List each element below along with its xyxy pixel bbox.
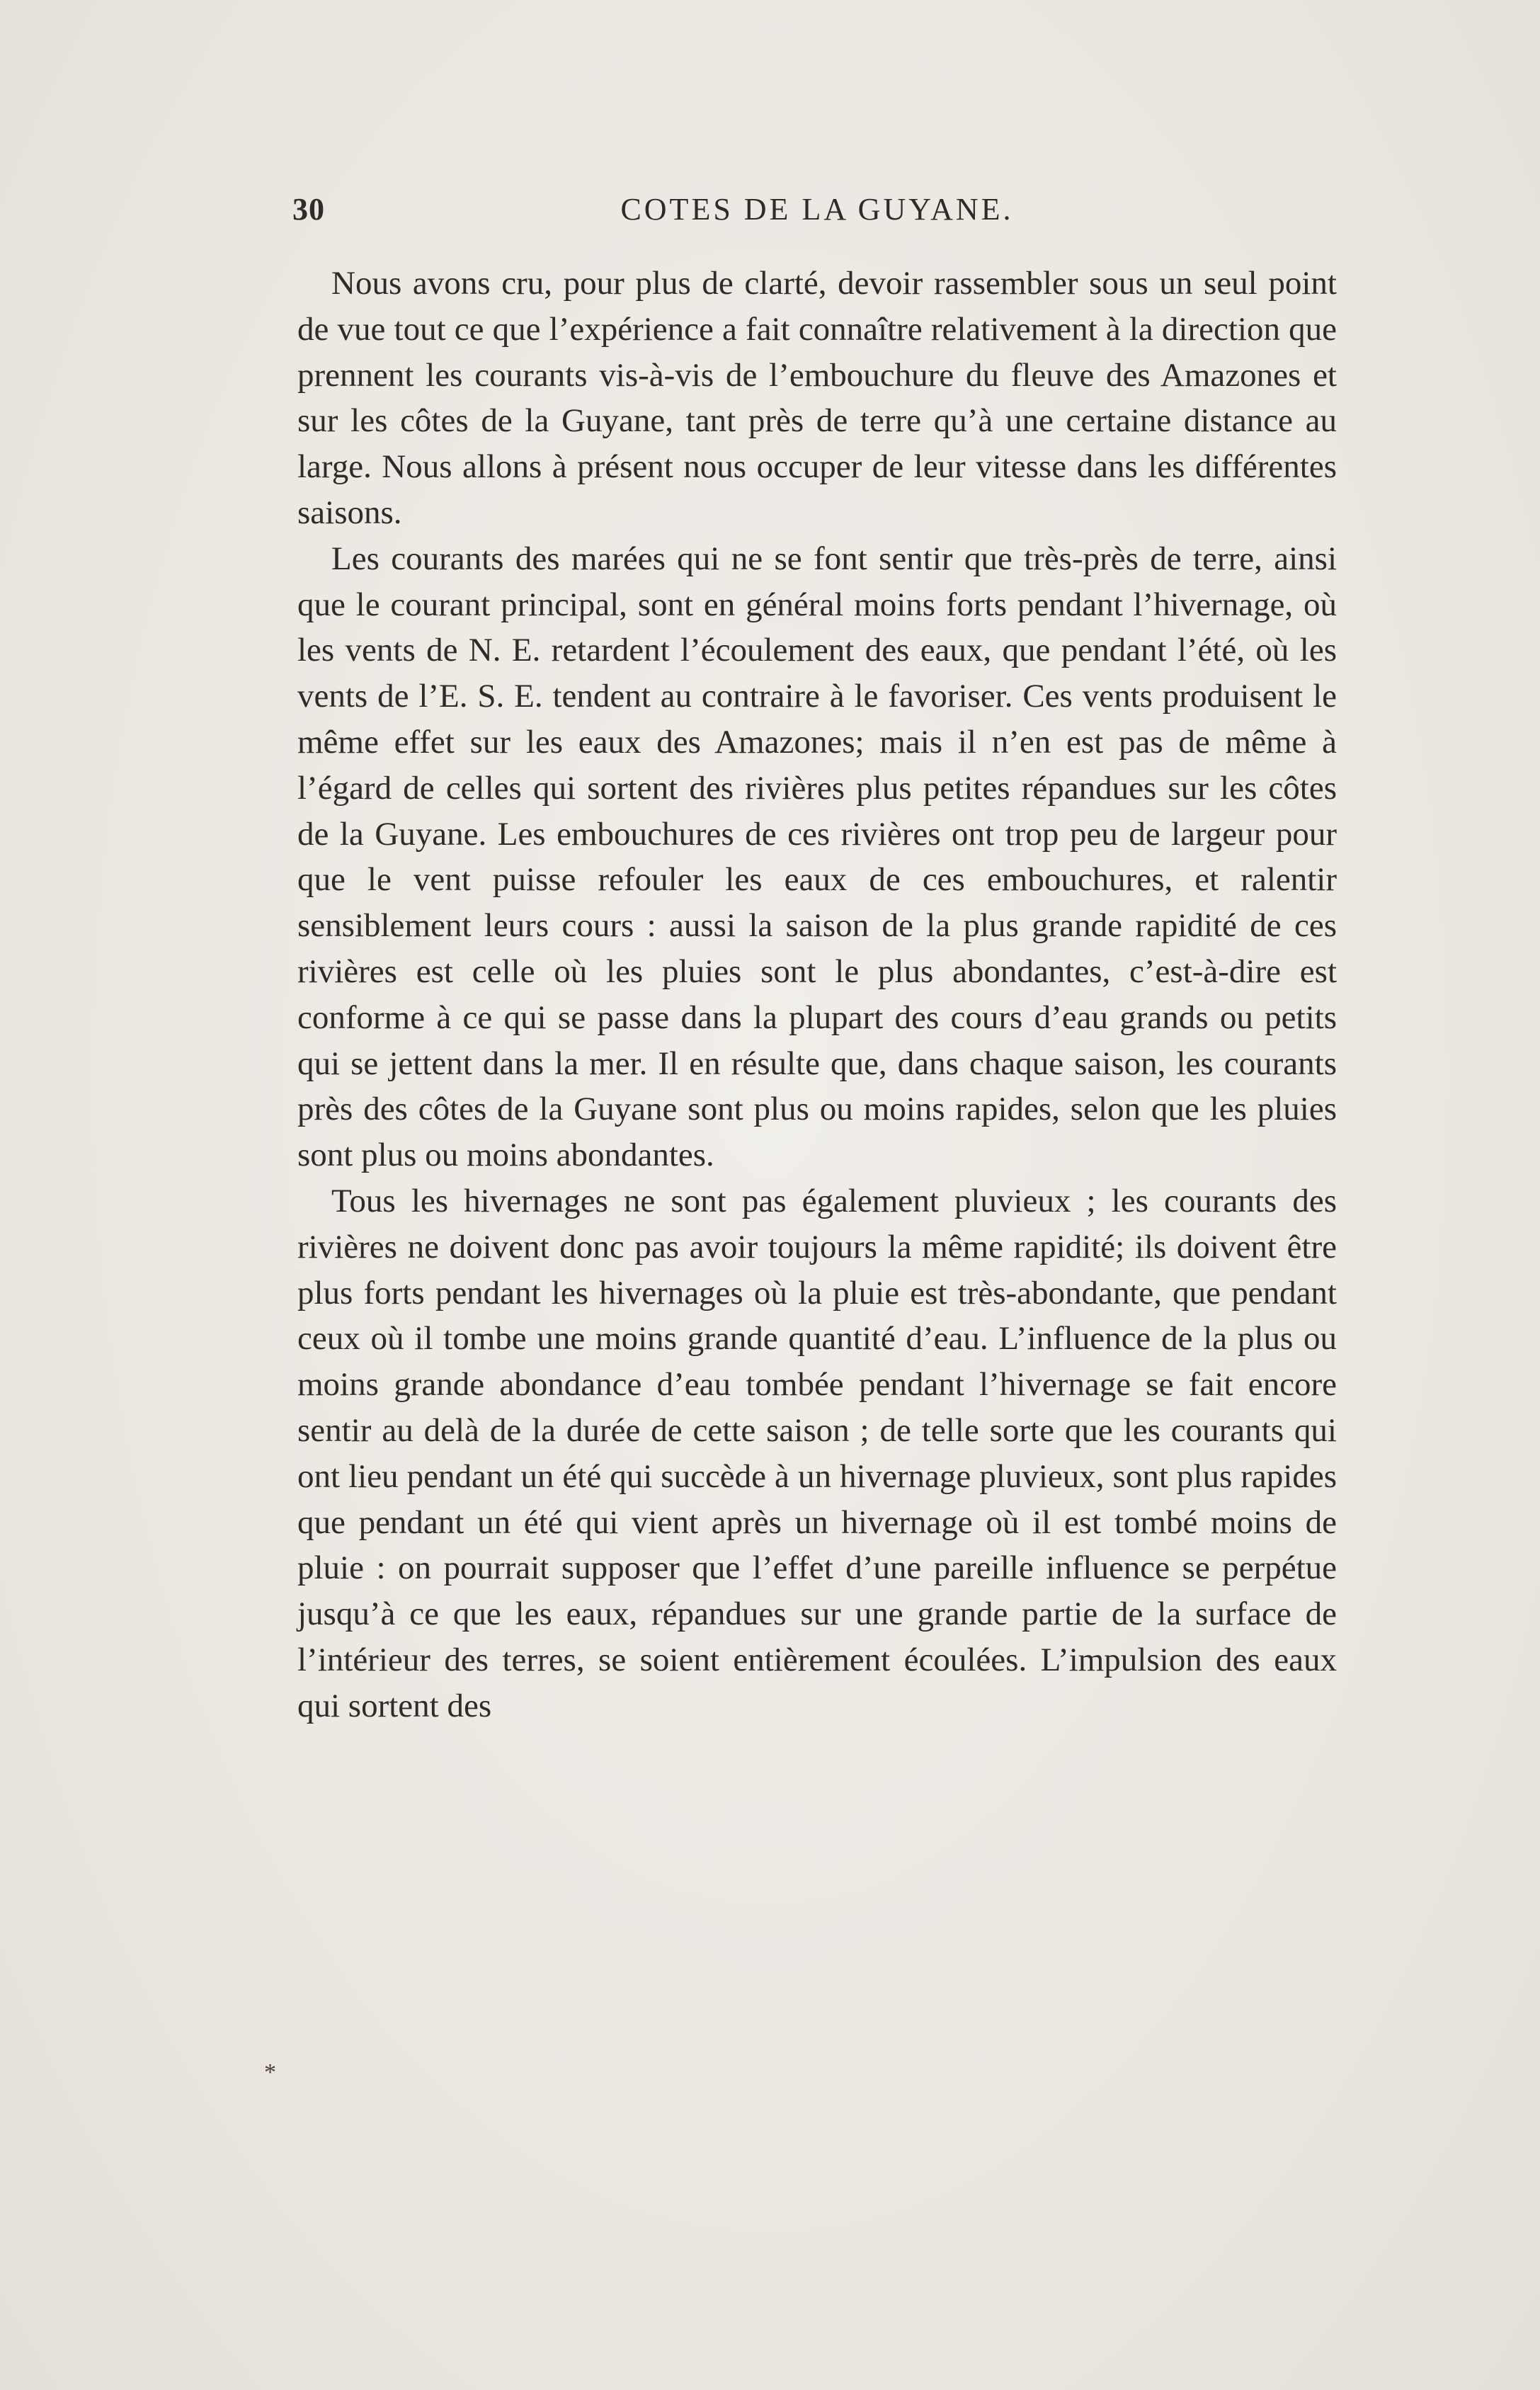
paragraph-2: Les courants des marées qui ne se font sentir que très-près de terre, ainsi que le courant principal, sont en général moins forts pendant l’hivernage, où les vents de N. E. retardent l’écoulement des eaux, que pendant l’été, où les vents de l’E. S. E. tendent au contraire à le favoriser. Ces vents produisent le même effet sur les eaux des Amazones; mais il n’en est pas de même à l’égard de celles qui sortent des rivières plus petites répandues sur les côtes de la Guyane. Les embouchures de ces rivières ont trop peu de largeur pour que le vent puisse refouler les eaux de ces embouchures, et ralentir sensiblement leurs cours : aussi la saison de la plus grande rapidité de ces rivières est celle où les pluies sont le plus abondantes, c’est-à-dire est conforme à ce qui se passe dans la plupart des cours d’eau grands ou petits qui se jettent dans la mer. Il en résulte que, dans chaque saison, les courants près des côtes de la Guyane sont plus ou moins rapides, selon que les pluies sont plus ou moins abondantes. bbox=[297, 540, 1337, 1174]
body-text bbox=[297, 261, 1337, 1729]
paragraph-3: Tous les hivernages ne sont pas également pluvieux ; les courants des rivières ne doivent donc pas avoir toujours la même rapidité; ils doivent être plus forts pendant les hivernages où la pluie est très-abondante, que pendant ceux où il tombe une moins grande quantité d’eau. L’influence de la plus ou moins grande abondance d’eau tombée pendant l’hivernage se fait encore sentir au delà de la durée de cette saison ; de telle sorte que les courants qui ont lieu pendant un été qui succède à un hivernage pluvieux, sont plus rapides que pendant un été qui vient après un hivernage où il est tombé moins de pluie : on pourrait supposer que l’effet d’une pareille influence se perpétue jusqu’à ce que les eaux, répandues sur une grande partie de la surface de l’intérieur des terres, se soient entièrement écoulées. L’impulsion des eaux qui sortent des bbox=[297, 1182, 1337, 1724]
page-header bbox=[292, 191, 1342, 241]
paragraph-1: Nous avons cru, pour plus de clarté, devoir rassembler sous un seul point de vue tout ce que l’expérience a fait connaître relativement à la direction que prennent les courants vis-à-vis de l’embouchure du fleuve des Amazones et sur les côtes de la Guyane, tant près de terre qu’à une certaine distance au large. Nous allons à présent nous occuper de leur vitesse dans les différentes saisons. bbox=[297, 265, 1337, 531]
running-title: COTES DE LA GUYANE. bbox=[620, 192, 1014, 227]
page-number: 30 bbox=[292, 192, 325, 227]
printer-mark: * bbox=[264, 2059, 276, 2085]
